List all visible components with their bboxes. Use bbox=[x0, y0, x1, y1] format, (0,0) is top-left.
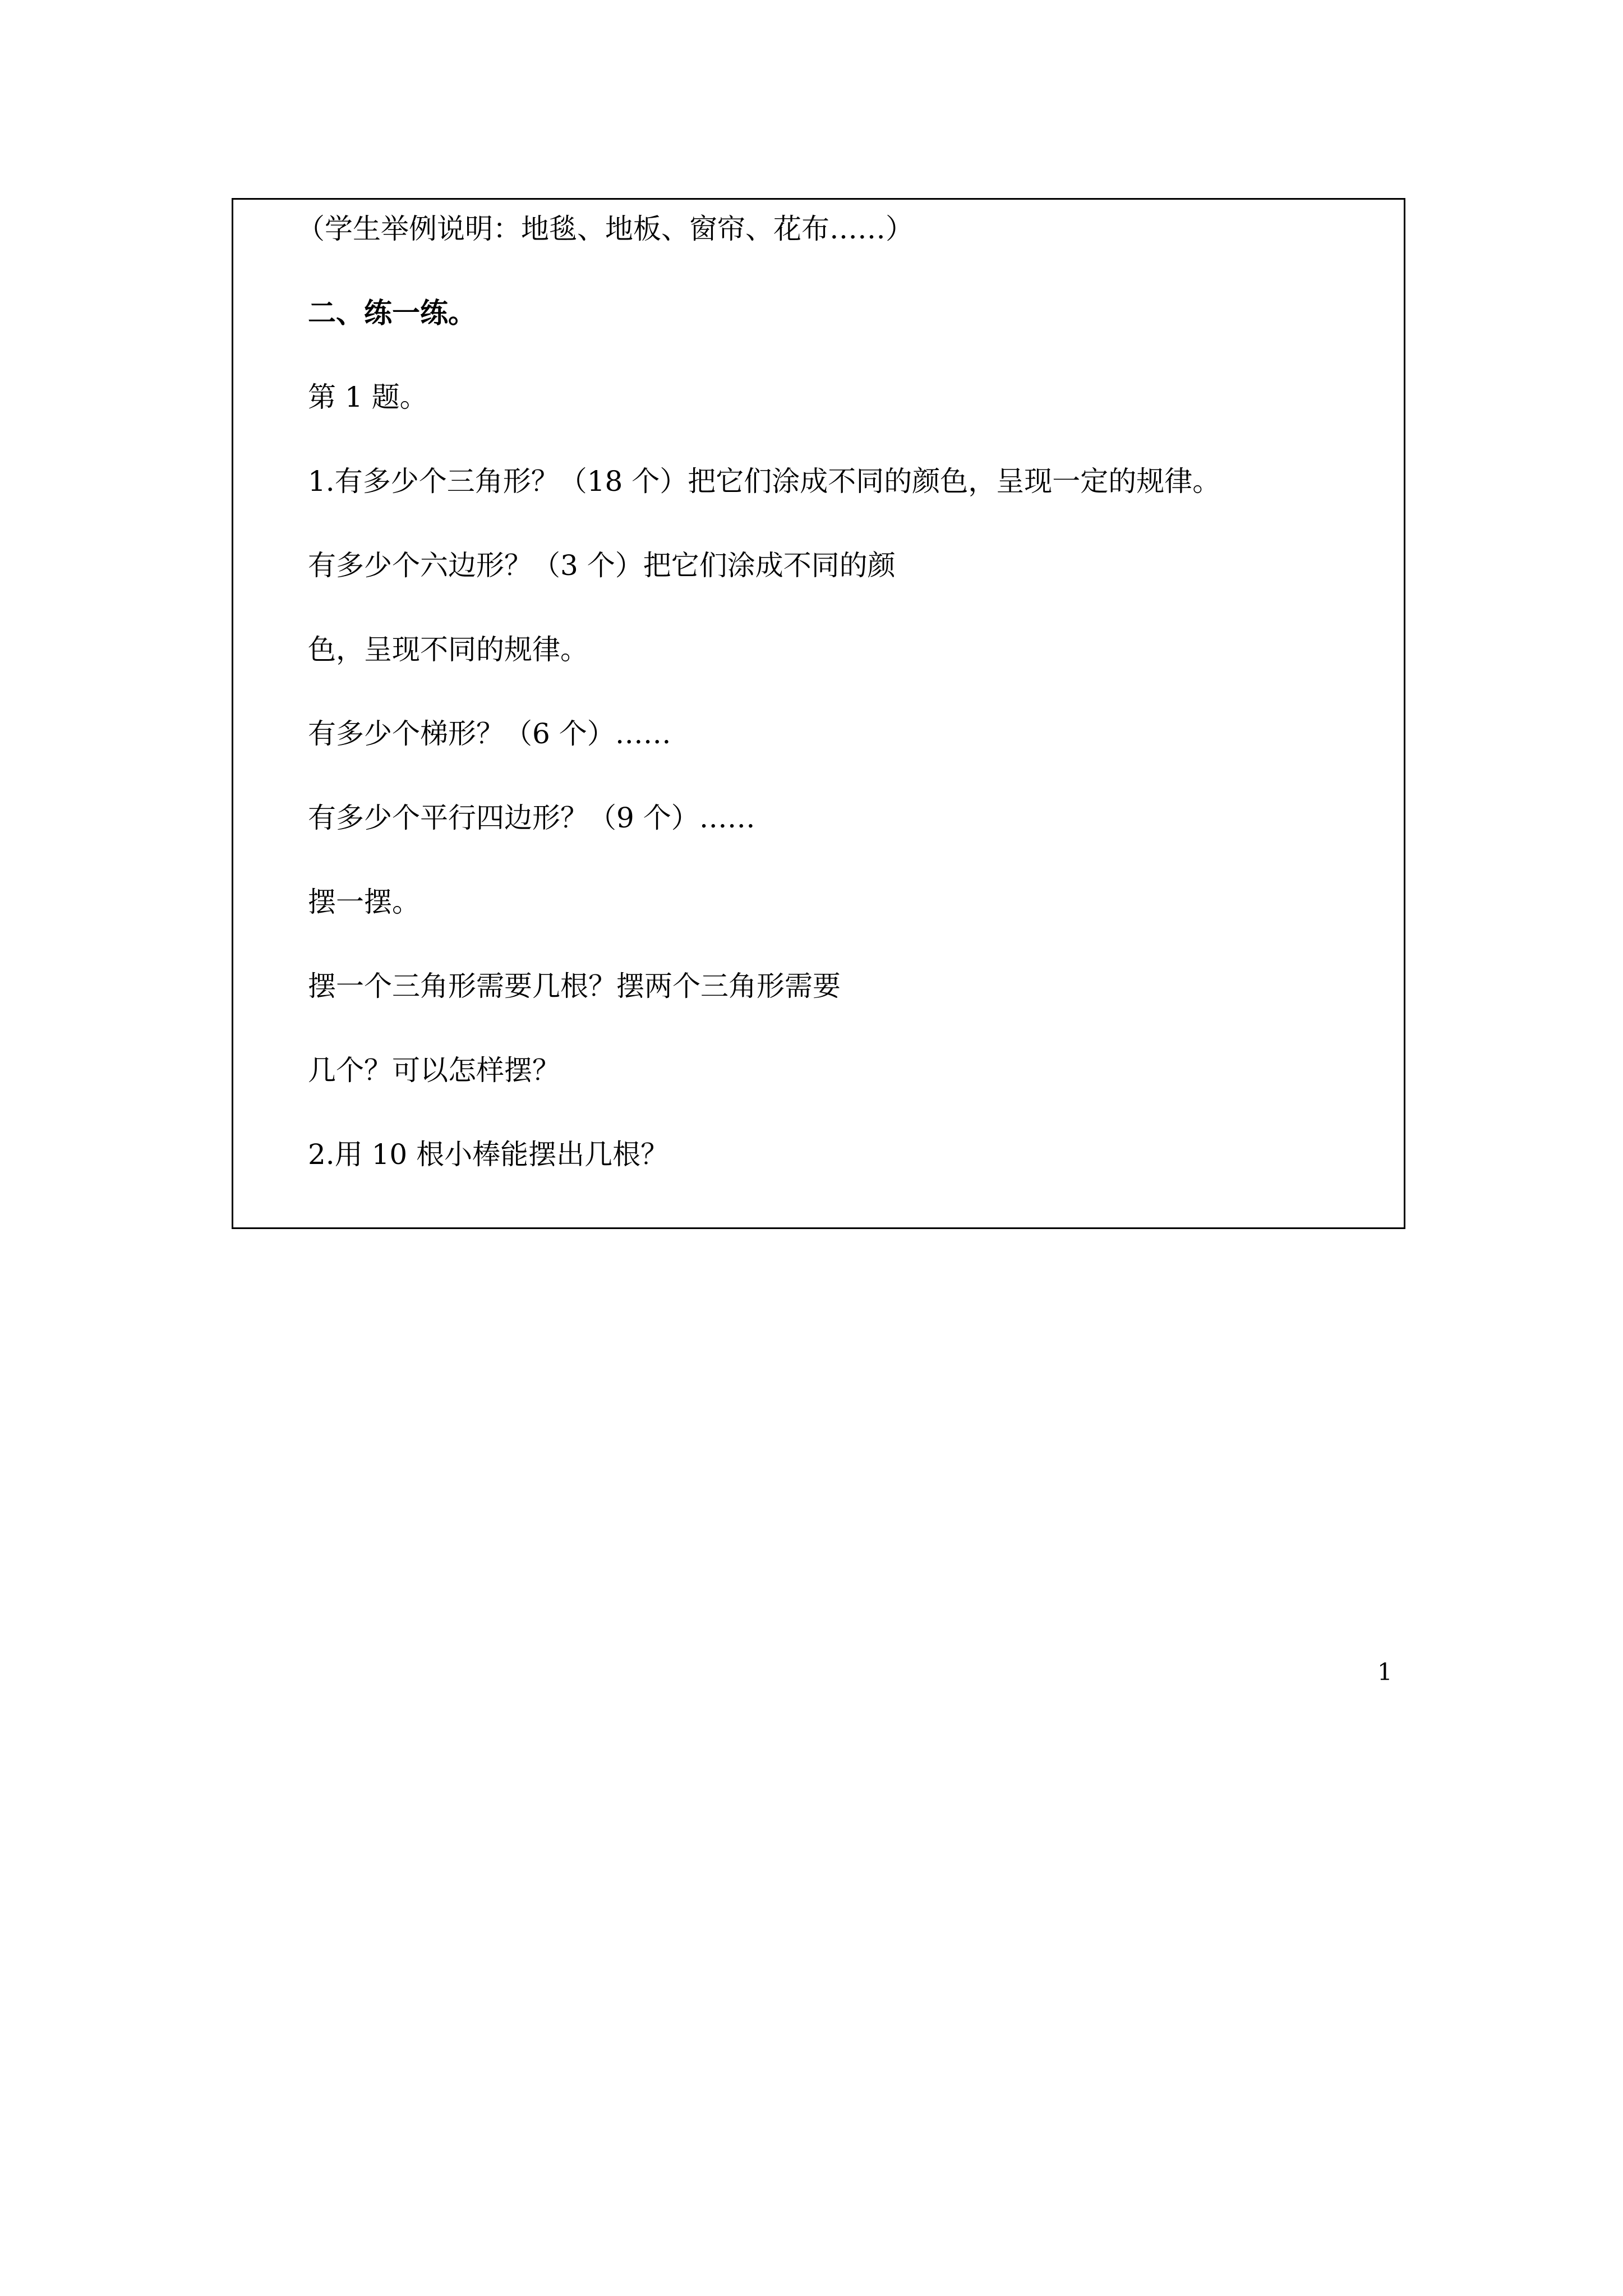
activity-question: 摆一个三角形需要几根？摆两个三角形需要 bbox=[308, 970, 841, 1002]
question-trapezoids: 有多少个梯形？（6 个）…… bbox=[308, 717, 671, 750]
question-triangles: 1.有多少个三角形？（18 个）把它们涂成不同的颜色，呈现一定的规律。 bbox=[308, 465, 1221, 498]
activity-heading: 摆一摆。 bbox=[308, 886, 420, 918]
question-number: 第 1 题。 bbox=[308, 381, 428, 413]
activity-question-cont: 几个？可以怎样摆？ bbox=[308, 1054, 560, 1087]
example-note: （学生举例说明：地毯、地板、窗帘、花布……） bbox=[297, 213, 914, 245]
section-heading: 二、练一练。 bbox=[308, 296, 476, 329]
question-hexagons: 有多少个六边形？（3 个）把它们涂成不同的颜 bbox=[308, 549, 896, 582]
question-sticks: 2.用 10 根小棒能摆出几根？ bbox=[308, 1138, 669, 1171]
question-parallelograms: 有多少个平行四边形？（9 个）…… bbox=[308, 802, 755, 834]
question-hexagons-cont: 色，呈现不同的规律。 bbox=[308, 633, 588, 666]
content-box bbox=[232, 198, 1405, 1229]
page-number: 1 bbox=[1377, 1658, 1393, 1686]
